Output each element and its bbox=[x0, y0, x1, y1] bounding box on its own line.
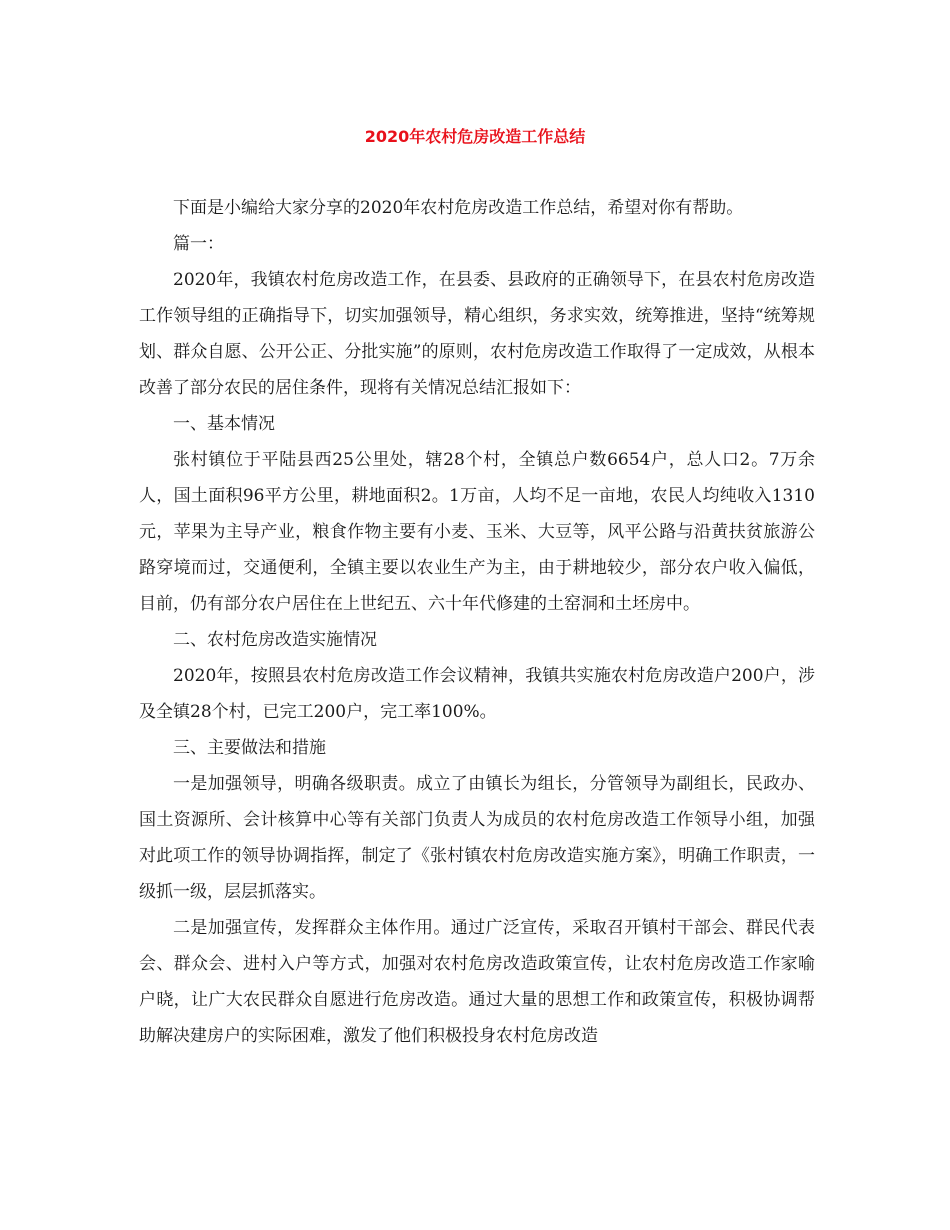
section-heading-implementation: 二、农村危房改造实施情况 bbox=[173, 630, 377, 650]
section-heading-measures: 三、主要做法和措施 bbox=[173, 738, 326, 758]
measure-paragraph-2: 二是加强宣传，发挥群众主体作用。通过广泛宣传，采取召开镇村干部会、群民代表会、群众会、进村入户等方式，加强对农村危房改造政策宣传，让农村危房改造工作家喻户晓，让广大农民群众自愿进行危房改造。通过大量的思想工作和政策宣传，积极协调帮助解决建房户的实际困难，激发了他们积极投身农村危房改造 bbox=[139, 918, 815, 1046]
implementation-paragraph: 2020年，按照县农村危房改造工作会议精神，我镇共实施农村危房改造户200户，涉及全镇28个村，已完工200户，完工率100%。 bbox=[139, 666, 815, 722]
part-heading: 篇一： bbox=[173, 234, 224, 254]
measure-paragraph-1: 一是加强领导，明确各级职责。成立了由镇长为组长，分管领导为副组长，民政办、国土资源所、会计核算中心等有关部门负责人为成员的农村危房改造工作领导小组，加强对此项工作的领导协调指挥，制定了《张村镇农村危房改造实施方案》，明确工作职责，一级抓一级，层层抓落实。 bbox=[139, 774, 815, 902]
section-heading-basic: 一、基本情况 bbox=[173, 414, 275, 434]
document-title: 2020年农村危房改造工作总结 bbox=[364, 127, 586, 146]
document-body bbox=[139, 190, 815, 1054]
basic-info-paragraph: 张村镇位于平陆县西25公里处，辖28个村，全镇总户数6654户，总人口2。7万余人，国土面积96平方公里，耕地面积2。1万亩，人均不足一亩地，农民人均纯收入1310元，苹果为主导产业，粮食作物主要有小麦、玉米、大豆等，风平公路与沿黄扶贫旅游公路穿境而过，交通便利，全镇主要以农业生产为主，由于耕地较少，部分农户收入偏低，目前，仍有部分农户居住在上世纪五、六十年代修建的土窑洞和土坯房中。 bbox=[139, 450, 815, 614]
intro-paragraph: 下面是小编给大家分享的2020年农村危房改造工作总结，希望对你有帮助。 bbox=[173, 198, 744, 218]
opening-paragraph: 2020年，我镇农村危房改造工作，在县委、县政府的正确领导下，在县农村危房改造工作领导组的正确指导下，切实加强领导，精心组织，务求实效，统筹推进，坚持“统筹规划、群众自愿、公开公正、分批实施”的原则，农村危房改造工作取得了一定成效，从根本改善了部分农民的居住条件，现将有关情况总结汇报如下： bbox=[139, 270, 815, 398]
